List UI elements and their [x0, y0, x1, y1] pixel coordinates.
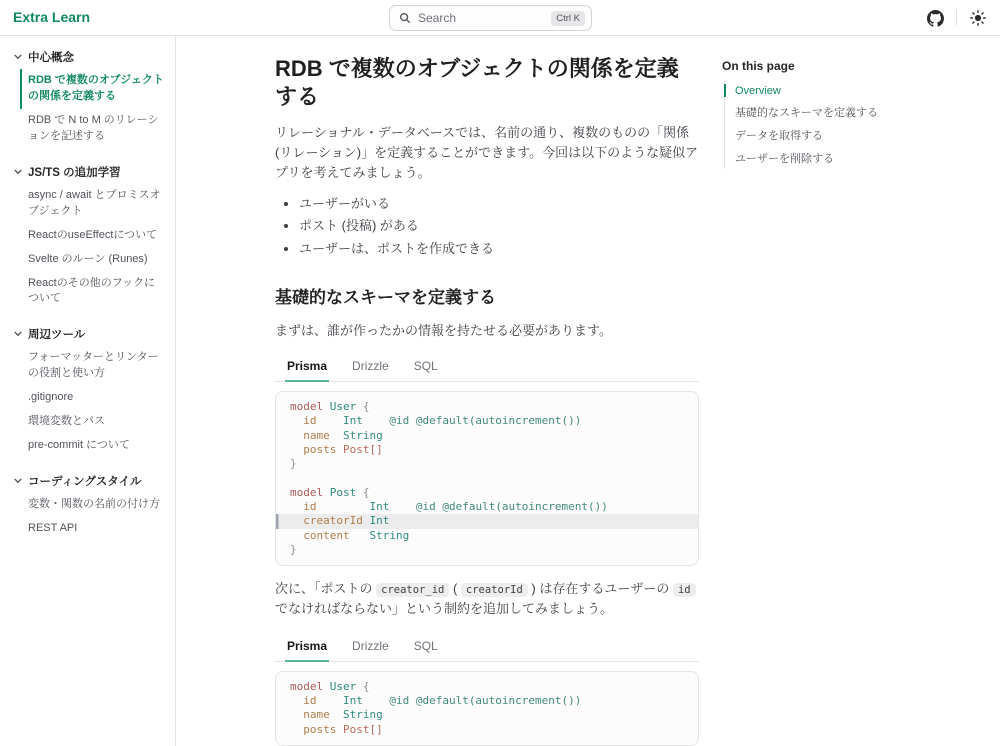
chevron-down-icon — [13, 329, 23, 339]
inline-code: creatorId — [461, 583, 528, 597]
sidebar-item[interactable]: RDB で複数のオブジェクトの関係を定義する — [20, 69, 165, 109]
tab-prisma[interactable]: Prisma — [285, 354, 329, 381]
sidebar-item[interactable]: Reactのその他のフックについて — [28, 276, 155, 305]
sun-icon — [970, 10, 986, 26]
code-block-1 — [275, 391, 699, 566]
code-token: Post — [329, 485, 363, 499]
inline-code: id — [673, 583, 696, 597]
github-icon — [927, 10, 944, 27]
sidebar-group-label: 周辺ツール — [28, 329, 86, 342]
sidebar-group-items — [20, 184, 165, 312]
chevron-down-icon — [13, 167, 23, 177]
code-token: model — [290, 400, 330, 414]
toc-item[interactable]: ユーザーを削除する — [735, 152, 834, 165]
tab-drizzle[interactable]: Drizzle — [350, 634, 391, 661]
sidebar-item[interactable]: 変数・関数の名前の付け方 — [28, 498, 160, 511]
code-token: model — [290, 679, 330, 693]
code-token: name — [290, 708, 343, 722]
code-line — [276, 543, 698, 557]
search-input[interactable] — [389, 5, 592, 31]
sidebar-item[interactable]: REST API — [28, 522, 78, 534]
code-token: id — [290, 693, 343, 707]
bullet-item: • ポスト (投稿) がある — [299, 215, 699, 238]
code-token: User — [329, 679, 363, 693]
code-token: } — [290, 457, 297, 471]
code-line — [276, 680, 698, 694]
sidebar-item[interactable]: async / await とプロミスオブジェクト — [28, 188, 161, 217]
code-token: Int — [369, 500, 416, 514]
header-actions — [923, 0, 990, 36]
sidebar-group — [13, 326, 165, 458]
sidebar-group-toggle[interactable] — [13, 164, 165, 180]
search-icon — [399, 12, 411, 24]
sidebar-group-toggle[interactable] — [13, 473, 165, 489]
code-token: String — [369, 528, 410, 542]
code-token: @id @default(autoincrement()) — [389, 693, 582, 707]
search-placeholder: Search — [418, 11, 457, 25]
code-token: posts — [290, 442, 343, 456]
chevron-down-icon — [13, 52, 23, 62]
section-heading: 基礎的なスキーマを定義する — [275, 287, 496, 307]
code-token: Post[] — [342, 442, 383, 456]
code-line — [276, 694, 698, 708]
sidebar-group-items — [20, 346, 165, 458]
code-line — [276, 457, 698, 471]
page-title: RDB で複数のオブジェクトの関係を定義する — [275, 56, 679, 109]
code-token: name — [290, 428, 343, 442]
search-shortcut-badge: Ctrl K — [551, 11, 585, 26]
code-line — [276, 443, 698, 457]
sidebar-nav — [13, 49, 165, 541]
code-line — [276, 472, 698, 486]
toc-item[interactable]: 基礎的なスキーマを定義する — [735, 106, 878, 119]
code-token: id — [290, 500, 370, 514]
sidebar-group-items — [20, 493, 165, 541]
code-token: id — [290, 414, 343, 428]
top-header — [0, 0, 1000, 36]
code-token: Int — [342, 414, 390, 428]
schema-paragraph: まずは、誰が作ったかの情報を持たせる必要があります。 — [275, 322, 612, 338]
brand-logo[interactable]: Extra Learn — [13, 9, 91, 25]
code-token: } — [290, 543, 297, 557]
sidebar-item[interactable]: 環境変数とパス — [28, 415, 105, 428]
code-token: posts — [290, 722, 343, 736]
sidebar-item[interactable]: ReactのuseEffectについて — [28, 228, 158, 241]
code-token: content — [290, 528, 370, 542]
toc-list — [724, 81, 990, 169]
toc-title: On this page — [722, 59, 795, 73]
theme-toggle-button[interactable] — [966, 6, 990, 30]
github-button[interactable] — [923, 6, 947, 30]
header-divider — [956, 10, 957, 26]
code-token: @id @default(autoincrement()) — [389, 414, 582, 428]
sidebar-group-label: 中心概念 — [28, 52, 74, 64]
code-token: model — [290, 485, 330, 499]
constraint-paragraph: 次に、「ポストの creator_id ( creatorId ) は存在するユーザーの id でなければならない」という制約を追加してみましょう。 — [275, 579, 699, 619]
code-token: Post[] — [342, 722, 383, 736]
code-block-2 — [275, 671, 699, 746]
code-tab-list-2 — [275, 634, 699, 662]
code-line — [276, 514, 698, 528]
toc-item[interactable]: データを取得する — [735, 129, 823, 142]
sidebar-group-label: JS/TS の追加学習 — [28, 166, 121, 179]
code-token: creatorId — [290, 514, 370, 528]
tab-prisma[interactable]: Prisma — [285, 634, 329, 661]
on-this-page — [722, 36, 990, 169]
sidebar-group-items — [20, 69, 165, 149]
sidebar-item[interactable]: Svelte のルーン (Runes) — [28, 252, 148, 265]
code-line — [276, 429, 698, 443]
intro-paragraph: リレーショナル・データベースでは、名前の通り、複数のものの「関係(リレーション)」を定義することができます。今回は以下のような疑似アプリを考えてみましょう。 — [275, 125, 699, 181]
code-token: { — [362, 400, 370, 414]
bullet-list — [275, 192, 699, 260]
sidebar-item[interactable]: RDB で N to M のリレーションを記述する — [28, 113, 159, 142]
code-token: String — [342, 428, 383, 442]
sidebar-item[interactable]: pre-commit について — [28, 439, 130, 452]
chevron-down-icon — [13, 476, 23, 486]
sidebar — [0, 36, 176, 746]
code-line — [276, 500, 698, 514]
code-token: User — [329, 400, 363, 414]
tab-drizzle[interactable]: Drizzle — [350, 354, 391, 381]
toc-item[interactable]: Overview — [725, 81, 990, 100]
inline-code: creator_id — [376, 583, 449, 597]
code-token: Int — [369, 514, 390, 528]
sidebar-group — [13, 473, 165, 541]
sidebar-group — [13, 49, 165, 149]
sidebar-group-label: コーディングスタイル — [28, 476, 142, 489]
code-token: { — [362, 679, 370, 693]
sidebar-group-toggle[interactable] — [13, 326, 165, 342]
bullet-item: • ユーザーは、ポストを作成できる — [299, 237, 699, 260]
sidebar-group — [13, 164, 165, 312]
sidebar-group-toggle[interactable] — [13, 49, 165, 65]
code-line — [276, 708, 698, 722]
sidebar-item[interactable]: フォーマッターとリンターの役割と使い方 — [28, 351, 159, 380]
code-line — [276, 400, 698, 414]
code-line — [276, 486, 698, 500]
code-token: Int — [342, 693, 390, 707]
code-token: @id @default(autoincrement()) — [415, 500, 608, 514]
sidebar-item[interactable]: .gitignore — [28, 391, 74, 404]
tab-sql[interactable]: SQL — [412, 354, 440, 381]
code-line — [276, 723, 698, 737]
tab-sql[interactable]: SQL — [412, 634, 440, 661]
code-line — [276, 414, 698, 428]
code-token: { — [362, 485, 370, 499]
main-content — [275, 36, 699, 736]
code-token: String — [342, 708, 383, 722]
code-tab-list-1 — [275, 354, 699, 382]
code-line — [276, 529, 698, 543]
bullet-item: • ユーザーがいる — [299, 192, 699, 215]
